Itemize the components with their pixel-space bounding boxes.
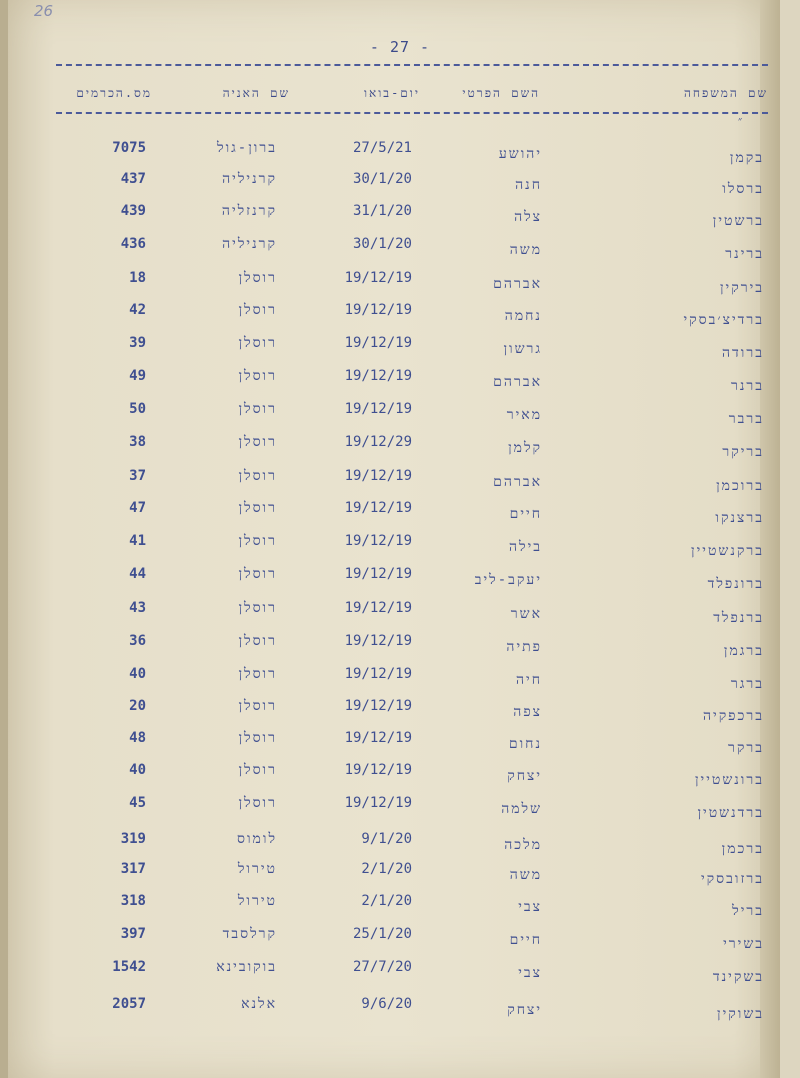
family-name: ברסלו (722, 181, 764, 197)
first-name: קלמן (508, 440, 542, 456)
first-name: פתיה (506, 639, 542, 655)
ship-name: רוסלן (238, 368, 277, 384)
family-name: ברשטין (712, 213, 764, 229)
family-name: בריקר (722, 444, 764, 460)
arrival-date: 19/12/19 (344, 368, 412, 384)
family-name: ברנר (730, 378, 764, 394)
certificate-number: 47 (129, 500, 146, 516)
arrival-date: 19/12/19 (344, 730, 412, 746)
ship-name: רוסלן (238, 795, 277, 811)
certificate-number: 48 (129, 730, 146, 746)
arrival-date: 30/1/20 (352, 171, 412, 187)
arrival-date: 19/12/19 (344, 270, 412, 286)
first-name: אברהם (493, 474, 542, 490)
first-name: חיים (509, 932, 542, 948)
first-name: חיים (509, 506, 542, 522)
ship-name: קרנזליה (221, 203, 277, 219)
certificate-number: 45 (129, 795, 146, 811)
ship-name: רוסלן (238, 500, 277, 516)
certificate-number: 40 (129, 666, 146, 682)
certificate-number: 50 (129, 401, 146, 417)
table-row (0, 195, 800, 229)
first-name: גרשון (503, 341, 542, 357)
table-row (0, 327, 800, 361)
family-name: ברנפלד (713, 610, 764, 626)
ship-name: רוסלן (238, 698, 277, 714)
table-row (0, 823, 800, 857)
header-first-name: השם הפרטי (462, 86, 540, 100)
first-name: משה (509, 867, 542, 883)
certificate-number: 39 (129, 335, 146, 351)
arrival-date: 30/1/20 (352, 236, 412, 252)
certificate-number: 44 (129, 566, 146, 582)
family-name: ברוכמן (716, 478, 764, 494)
table-row (0, 787, 800, 821)
family-name: ברבר (728, 411, 764, 427)
first-name: חיה (515, 672, 542, 688)
certificate-number: 49 (129, 368, 146, 384)
family-name: ברונפלד (707, 576, 764, 592)
table-row (0, 360, 800, 394)
ship-name: רוסלן (238, 730, 277, 746)
arrival-date: 19/12/19 (344, 762, 412, 778)
first-name: אברהם (493, 374, 542, 390)
arrival-date: 19/12/19 (344, 566, 412, 582)
arrival-date: 25/1/20 (352, 926, 412, 942)
ship-name: רוסלן (238, 401, 277, 417)
family-name: בשירי (723, 936, 764, 952)
certificate-number: 437 (120, 171, 146, 187)
arrival-date: 9/6/20 (361, 996, 412, 1012)
arrival-date: 19/12/19 (344, 633, 412, 649)
family-name: ברקנשטיין (691, 543, 764, 559)
ship-name: טירול (237, 893, 277, 909)
table-row (0, 690, 800, 724)
table-row (0, 294, 800, 328)
header-top-rule (56, 64, 768, 66)
first-name: יהושע (498, 146, 542, 162)
arrival-date: 19/12/19 (344, 468, 412, 484)
first-name: נחמה (504, 308, 542, 324)
table-row (0, 460, 800, 494)
ship-name: קרניליה (222, 171, 277, 187)
arrival-date: 19/12/19 (344, 533, 412, 549)
first-name: צפה (513, 704, 542, 720)
certificate-number: 43 (129, 600, 146, 616)
table-row (0, 592, 800, 626)
family-name: ברדנשטין (697, 805, 764, 821)
first-name: יצחק (507, 768, 542, 784)
first-name: צלה (514, 209, 542, 225)
arrival-date: 9/1/20 (361, 831, 412, 847)
table-row (0, 853, 800, 887)
arrival-date: 2/1/20 (361, 861, 412, 877)
certificate-number: 36 (129, 633, 146, 649)
header-ditto-mark: ״ (738, 114, 743, 127)
ship-name: רוסלן (238, 566, 277, 582)
table-row (0, 658, 800, 692)
header-bottom-rule (56, 112, 768, 114)
table-row (0, 426, 800, 460)
certificate-number: 20 (129, 698, 146, 714)
family-name: ברכפקיה (702, 708, 764, 724)
ship-name: רוסלן (238, 633, 277, 649)
table-row (0, 262, 800, 296)
certificate-number: 317 (120, 861, 146, 877)
arrival-date: 2/1/20 (361, 893, 412, 909)
arrival-date: 19/12/19 (344, 795, 412, 811)
ship-name: רוסלן (238, 468, 277, 484)
ship-name: לומוס (237, 831, 277, 847)
family-name: בירקין (719, 280, 764, 296)
family-name: בשוקין (717, 1006, 764, 1022)
first-name: יעקב-ליב (474, 572, 542, 588)
ship-name: קרניליה (222, 236, 277, 252)
first-name: צבי (518, 899, 542, 915)
certificate-number: 41 (129, 533, 146, 549)
ship-name: רוסלן (238, 270, 277, 286)
table-row (0, 558, 800, 592)
ship-name: בוקובינא (216, 959, 277, 975)
first-name: משה (509, 242, 542, 258)
certificate-number: 18 (129, 270, 146, 286)
table-row (0, 393, 800, 427)
table-row (0, 525, 800, 559)
ship-name: אלנא (241, 996, 277, 1012)
first-name: חנה (515, 177, 542, 193)
table-row (0, 228, 800, 262)
family-name: ברונשטיין (694, 772, 764, 788)
certificate-number: 7075 (112, 140, 146, 156)
arrival-date: 27/5/21 (352, 140, 412, 156)
arrival-date: 19/12/19 (344, 698, 412, 714)
certificate-number: 38 (129, 434, 146, 450)
first-name: שלמה (501, 801, 542, 817)
ship-name: רוסלן (238, 600, 277, 616)
arrival-date: 31/1/20 (352, 203, 412, 219)
certificate-number: 1542 (112, 959, 146, 975)
first-name: אברהם (493, 276, 542, 292)
arrival-date: 19/12/29 (344, 434, 412, 450)
family-name: ברגר (730, 676, 764, 692)
header-family: שם המשפחה (683, 86, 768, 100)
family-name: ברגמן (723, 643, 764, 659)
folio-note: 26 (34, 2, 54, 20)
ship-name: ברון-גול (217, 140, 277, 156)
table-row (0, 951, 800, 985)
arrival-date: 19/12/19 (344, 500, 412, 516)
table-row (0, 163, 800, 197)
family-name: ברצנקו (715, 510, 764, 526)
header-arrival-date: יום-בואו (363, 86, 420, 100)
table-row (0, 492, 800, 526)
first-name: יצחק (507, 1002, 542, 1018)
family-name: ברקר (728, 740, 764, 756)
certificate-number: 439 (120, 203, 146, 219)
ship-name: רוסלן (238, 666, 277, 682)
certificate-number: 2057 (112, 996, 146, 1012)
table-row (0, 625, 800, 659)
first-name: נחום (508, 736, 542, 752)
arrival-date: 19/12/19 (344, 666, 412, 682)
certificate-number: 40 (129, 762, 146, 778)
family-name: בשקינד (712, 969, 764, 985)
first-name: מלכה (504, 837, 542, 853)
certificate-number: 318 (120, 893, 146, 909)
first-name: בילה (508, 539, 542, 555)
arrival-date: 19/12/19 (344, 302, 412, 318)
arrival-date: 27/7/20 (352, 959, 412, 975)
table-row (0, 885, 800, 919)
family-name: ברזובסקי (701, 871, 764, 887)
certificate-number: 42 (129, 302, 146, 318)
header-certificate: מס.הכרמים (76, 86, 152, 100)
first-name: מאיר (506, 407, 542, 423)
table-row (0, 132, 800, 166)
ship-name: קרלסבד (222, 926, 277, 942)
family-name: בקמן (729, 150, 764, 166)
arrival-date: 19/12/19 (344, 401, 412, 417)
page-number: - 27 - (369, 38, 431, 56)
ship-name: טירול (237, 861, 277, 877)
header-ship: שם האניה (222, 86, 290, 100)
family-name: ברכמן (721, 841, 764, 857)
ship-name: רוסלן (238, 302, 277, 318)
arrival-date: 19/12/19 (344, 335, 412, 351)
first-name: אשר (510, 606, 542, 622)
family-name: בריל (732, 903, 764, 919)
certificate-number: 319 (120, 831, 146, 847)
ship-name: רוסלן (238, 533, 277, 549)
family-name: ברדיצ׳בסקי (683, 312, 764, 328)
family-name: ברינר (725, 246, 764, 262)
table-row (0, 918, 800, 952)
certificate-number: 397 (120, 926, 146, 942)
ship-name: רוסלן (238, 335, 277, 351)
first-name: צבי (518, 965, 542, 981)
table-row (0, 988, 800, 1022)
family-name: ברודה (722, 345, 764, 361)
ship-name: רוסלן (238, 434, 277, 450)
table-row (0, 754, 800, 788)
certificate-number: 436 (120, 236, 146, 252)
certificate-number: 37 (129, 468, 146, 484)
arrival-date: 19/12/19 (344, 600, 412, 616)
table-row (0, 722, 800, 756)
ship-name: רוסלן (238, 762, 277, 778)
